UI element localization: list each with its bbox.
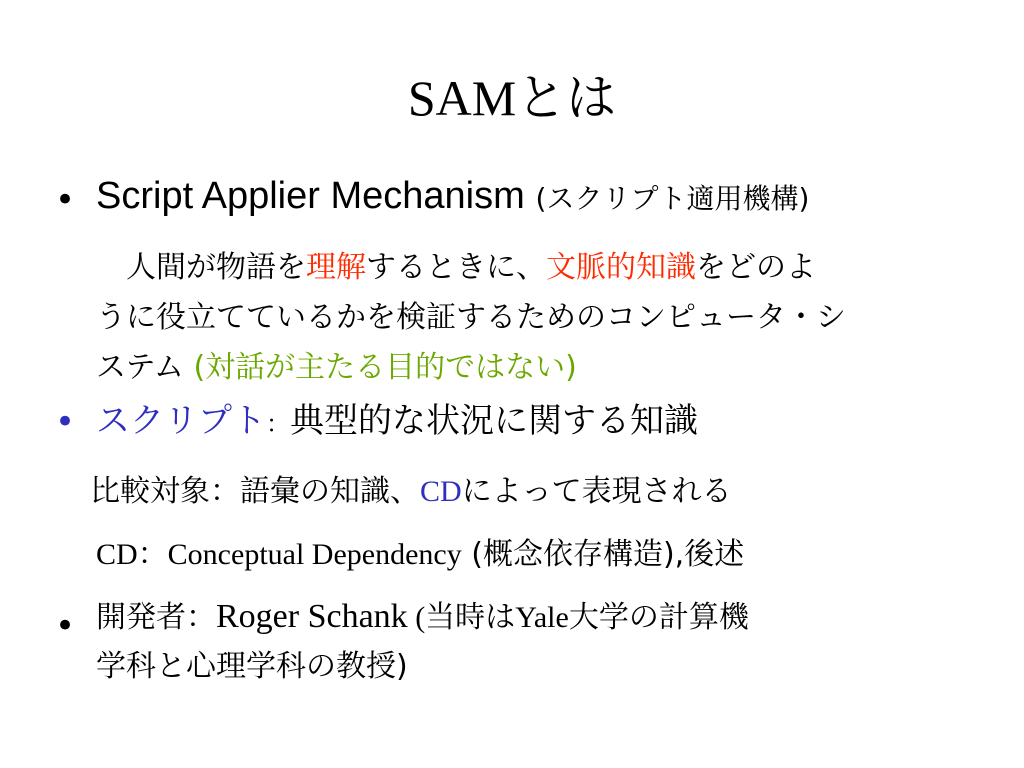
cd-note: (概念依存構造),後述 — [461, 537, 745, 572]
item3-rest-yale: Yale — [515, 601, 569, 634]
item2-colon: ： — [266, 410, 290, 438]
desc-text: をどのよ — [696, 250, 816, 285]
item1-description — [96, 243, 996, 393]
item3-label: 開発者： — [96, 600, 216, 635]
item3-rest-c: 大学の計算機 — [568, 600, 749, 635]
item3-line-2: 学科と心理学科の教授) — [96, 649, 408, 684]
title-jp: とは — [516, 69, 617, 127]
item1-desc-line-3 — [96, 343, 996, 393]
item1-heading: Script Applier Mechanism — [96, 175, 525, 217]
item1-desc-line-1 — [96, 243, 996, 293]
item3-rest-a: (当時は — [407, 601, 516, 634]
item2-compare-line — [90, 467, 732, 517]
item2-text: 典型的な状況に関する知識 — [290, 401, 698, 441]
item3-line-1 — [96, 592, 749, 643]
item1-paren: (スクリプト適用機構) — [535, 182, 810, 215]
item3-name: Roger Schank — [216, 598, 408, 635]
cd-definition: CD：Conceptual Dependency — [96, 538, 462, 571]
desc-note: (対話が主たる目的ではない) — [193, 350, 577, 385]
item2-heading-line — [96, 393, 698, 452]
item1-desc-line-2: うに役立てているかを検証するためのコンピュータ・シ — [96, 300, 846, 335]
bullet-2: • — [54, 402, 76, 442]
desc-text: 人間が物語を — [126, 250, 306, 285]
item1-heading-line — [96, 168, 809, 227]
item2-cd-line — [96, 530, 744, 580]
item2-heading: スクリプト — [96, 401, 266, 441]
bullet-3: • — [54, 606, 76, 646]
compare-text-end: によって表現される — [461, 474, 732, 509]
compare-text: 比較対象：語彙の知識、 — [90, 474, 420, 509]
title-latin: SAM — [407, 70, 517, 126]
desc-highlight-understanding: 理解 — [306, 250, 366, 285]
desc-text: ステム — [96, 350, 194, 385]
desc-text: するときに、 — [366, 250, 546, 285]
compare-cd: CD — [420, 475, 462, 508]
slide-title — [0, 58, 1024, 138]
bullet-1: • — [54, 180, 76, 220]
desc-highlight-context: 文脈的知識 — [546, 250, 696, 285]
